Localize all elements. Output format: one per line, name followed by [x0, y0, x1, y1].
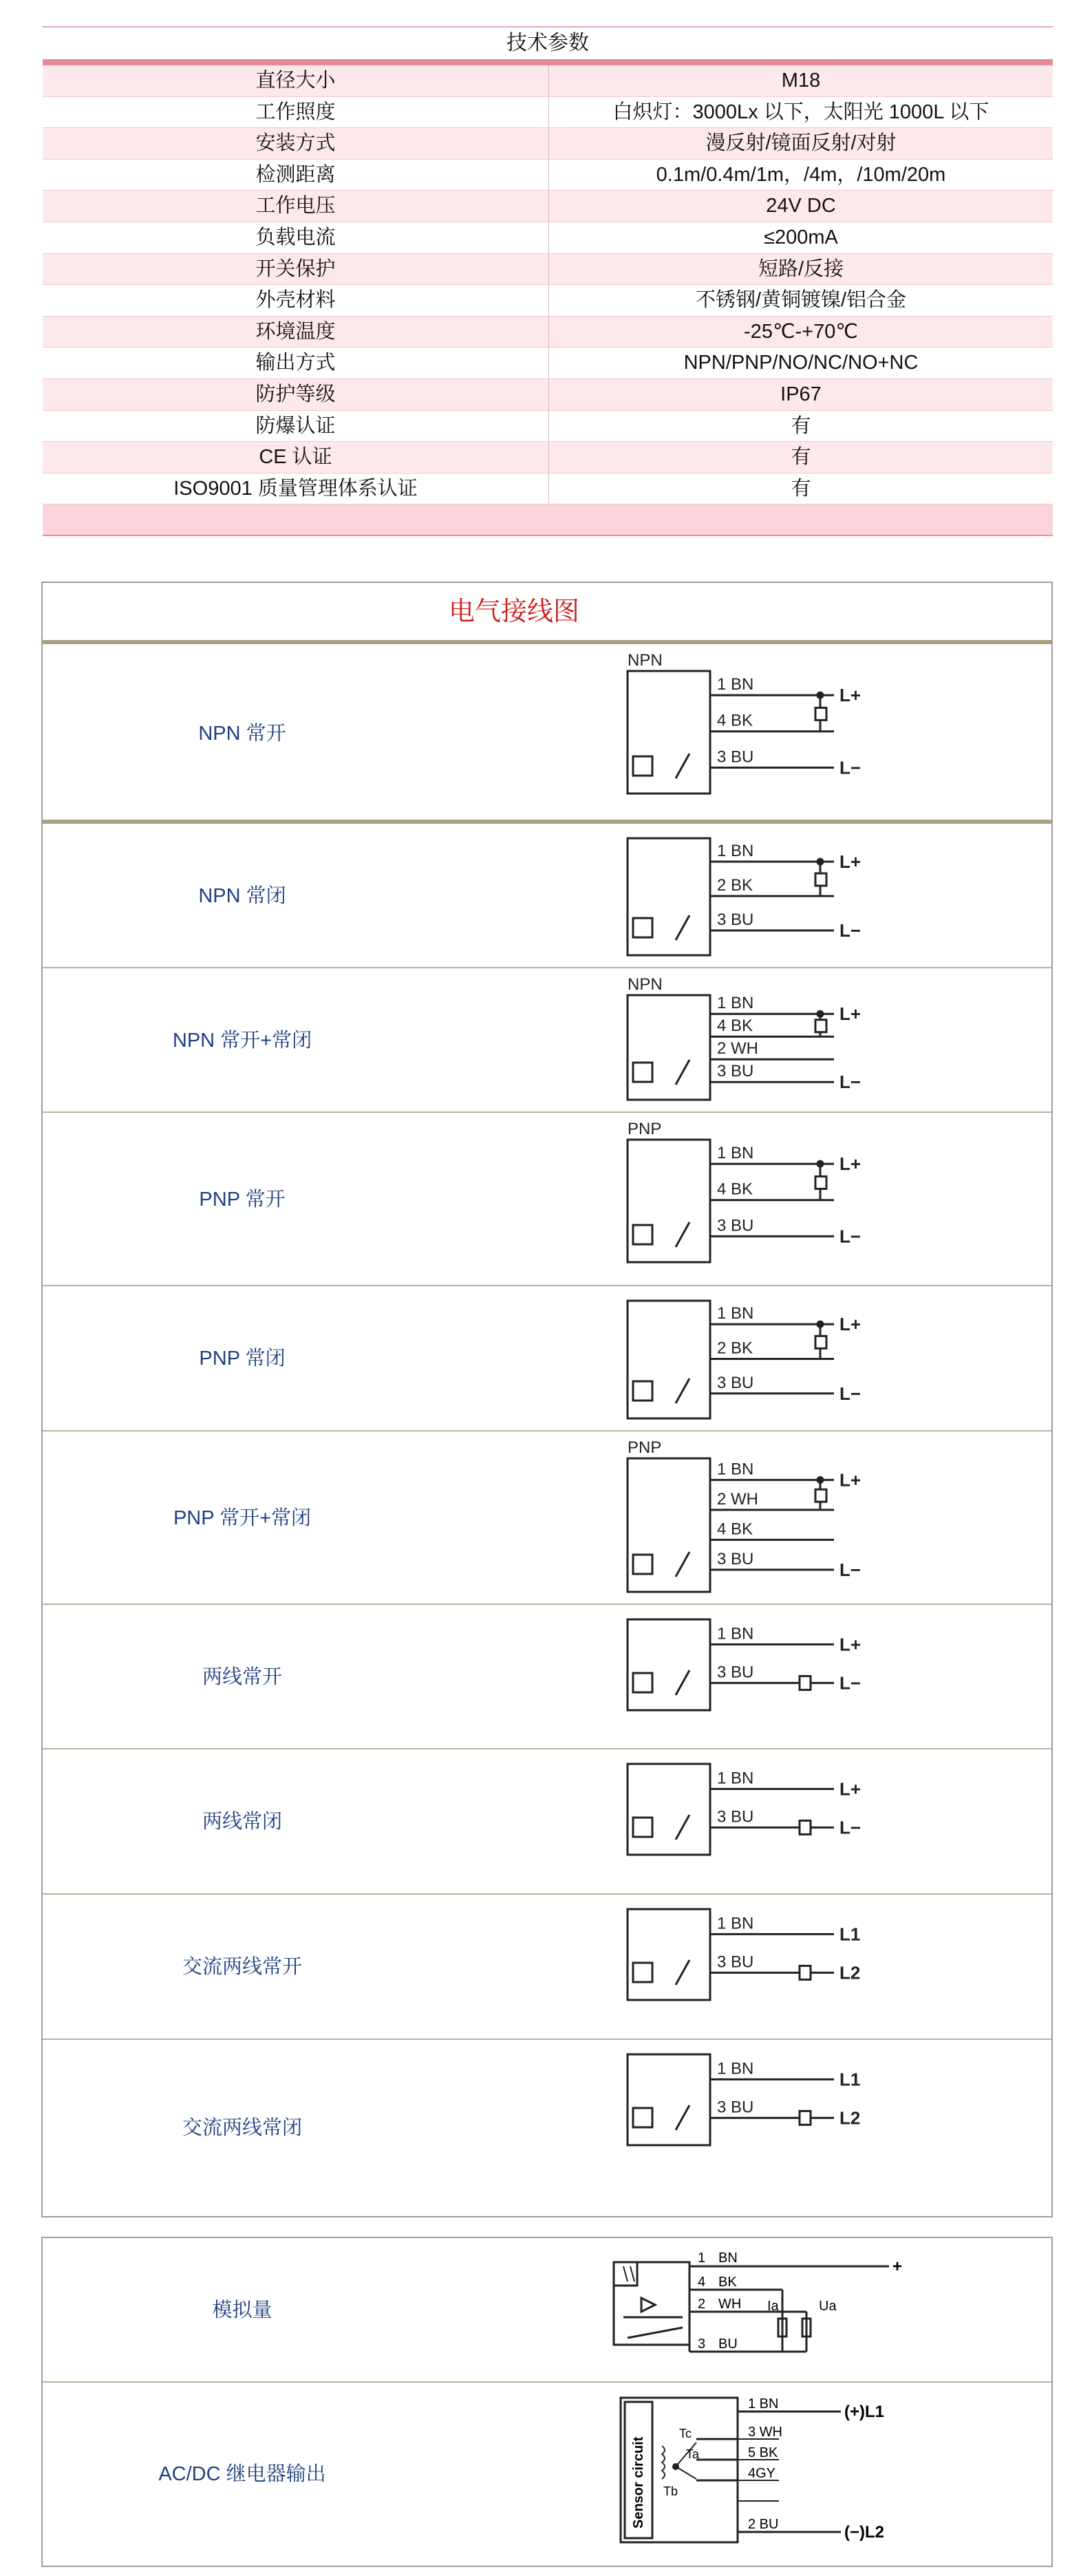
spec-param: 防护等级	[43, 379, 549, 410]
spec-value: IP67	[780, 383, 822, 405]
wiring-schematic	[614, 1435, 889, 1601]
spec-param: 工作电压	[43, 191, 549, 222]
spec-table-title: 技术参数	[43, 26, 1053, 59]
spec-table-footer	[43, 504, 1053, 536]
wiring-row-label: 交流两线常闭	[182, 2117, 302, 2139]
wiring-row	[43, 824, 1051, 968]
wiring-schematic	[614, 1116, 889, 1283]
wiring-row-label: 两线常开	[202, 1666, 282, 1688]
wiring-row	[43, 644, 1051, 824]
terminal-positive: L+	[839, 851, 861, 872]
terminal-negative: L−	[839, 1817, 861, 1838]
wire-label: 3 BU	[717, 911, 754, 929]
terminal-negative: L−	[839, 1383, 861, 1404]
wire-label: 1 BN	[717, 2059, 754, 2078]
wiring-schematic	[614, 2043, 889, 2213]
spec-table-header-bar	[43, 59, 1053, 65]
terminal-positive: L+	[839, 1469, 861, 1491]
wiring-schematic	[614, 972, 889, 1109]
wire-label: 3 BU	[717, 1062, 754, 1081]
relay-terminal-l2: (−)L2	[844, 2523, 885, 2542]
wiring-row-label: NPN 常开	[198, 723, 286, 745]
relay-wire-3: 5 BK	[748, 2445, 778, 2460]
spec-param: 开关保护	[43, 254, 549, 285]
spec-row	[43, 317, 1053, 348]
wiring-row	[43, 1113, 1051, 1286]
spec-value: 不锈钢/黄铜镀镍/铝合金	[695, 289, 907, 312]
spec-param: 安装方式	[43, 128, 549, 159]
analog-wire-bu: BU	[718, 2337, 738, 2352]
wiring-row-label: 两线常闭	[202, 1811, 282, 1833]
relay-wire-4: 4GY	[748, 2466, 776, 2481]
analog-wire-bk: BK	[718, 2275, 737, 2290]
wiring-schematic	[614, 1290, 889, 1428]
spec-row	[43, 254, 1053, 286]
wire-label: 1 BN	[717, 1304, 754, 1323]
wire-label: 1 BN	[717, 675, 754, 694]
spec-row	[43, 473, 1053, 505]
wiring-schematic	[614, 1753, 889, 1891]
spec-param: 防爆认证	[43, 411, 549, 442]
wire-label: 1 BN	[717, 1460, 754, 1479]
wiring-row-label: 交流两线常开	[182, 1956, 302, 1978]
analog-output-schematic	[600, 2242, 917, 2379]
wiring-row-label: PNP 常闭	[199, 1348, 286, 1370]
analog-voltage-label: Ua	[819, 2299, 837, 2314]
wire-label: 4 BK	[717, 1016, 753, 1036]
relay-contact-tc: Tc	[679, 2427, 692, 2440]
spec-row	[43, 285, 1053, 317]
spec-value: NPN/PNP/NO/NC/NO+NC	[683, 352, 919, 374]
wire-label: 4 BK	[717, 1180, 753, 1199]
analog-output-label: 模拟量	[212, 2299, 272, 2321]
wiring-diagram-panel	[41, 582, 1053, 2217]
terminal-negative: L−	[839, 1559, 861, 1580]
terminal-positive: L+	[839, 1003, 861, 1025]
terminal-negative: L−	[839, 1672, 861, 1694]
spec-value: 有	[791, 477, 811, 500]
spec-param: 直径大小	[43, 65, 549, 96]
analog-output-row	[43, 2238, 1051, 2383]
terminal-negative: L−	[839, 757, 861, 778]
terminal-negative: L−	[839, 1226, 861, 1247]
spec-param: ISO9001 质量管理体系认证	[43, 473, 549, 504]
wiring-output-type-tag: PNP	[628, 1438, 662, 1457]
wiring-row-label: PNP 常开	[199, 1189, 286, 1211]
wire-label: 2 WH	[717, 1489, 758, 1509]
wire-label: 2 BK	[717, 1339, 753, 1358]
spec-param: 输出方式	[43, 348, 549, 379]
spec-value: 24V DC	[766, 195, 836, 217]
spec-value: M18	[781, 70, 821, 92]
wiring-row	[43, 1286, 1051, 1431]
spec-table-body	[43, 65, 1053, 504]
wire-label: 4 BK	[717, 711, 753, 730]
wiring-row-label: NPN 常闭	[198, 885, 286, 907]
spec-row	[43, 191, 1053, 222]
wiring-row	[43, 1431, 1051, 1605]
wiring-row	[43, 2040, 1051, 2216]
wiring-schematic	[614, 648, 889, 820]
spec-param: 环境温度	[43, 317, 549, 348]
spec-row	[43, 442, 1053, 473]
spec-param: 外壳材料	[43, 285, 549, 316]
relay-wire-2: 3 WH	[748, 2425, 782, 2440]
analog-wire-wh: WH	[718, 2297, 742, 2312]
wire-label: 3 BU	[717, 1549, 754, 1568]
wire-label: 1 BN	[717, 1624, 754, 1643]
relay-contact-ta: Ta	[686, 2447, 700, 2461]
spec-row	[43, 97, 1053, 129]
wire-label: 1 BN	[717, 1144, 754, 1163]
spec-param: 负载电流	[43, 222, 549, 253]
terminal-negative: L2	[839, 1962, 861, 1983]
analog-pin-1: 1	[698, 2250, 706, 2266]
analog-current-label: Ia	[767, 2299, 779, 2314]
spec-row	[43, 65, 1053, 97]
analog-pin-4: 4	[698, 2275, 706, 2290]
wire-label: 3 BU	[717, 1952, 754, 1972]
wiring-row	[43, 1749, 1051, 1895]
terminal-negative: L2	[839, 2107, 861, 2129]
wiring-row	[43, 1605, 1051, 1749]
wire-label: 3 BU	[717, 1216, 754, 1235]
terminal-positive: L+	[839, 1778, 861, 1800]
relay-contact-tb: Tb	[663, 2484, 678, 2498]
wiring-output-type-tag: NPN	[628, 651, 663, 670]
terminal-positive: L+	[839, 685, 861, 706]
spec-value: 0.1m/0.4m/1m，/4m，/10m/20m	[656, 163, 946, 186]
wire-label: 4 BK	[717, 1520, 753, 1539]
wiring-row	[43, 1895, 1051, 2040]
spec-row	[43, 348, 1053, 379]
wire-label: 3 BU	[717, 1807, 754, 1827]
terminal-positive: L+	[839, 1153, 861, 1175]
wiring-row-label: PNP 常开+常闭	[173, 1507, 312, 1529]
wiring-output-type-tag: PNP	[628, 1120, 662, 1138]
terminal-positive: L+	[839, 1634, 861, 1655]
wire-label: 3 BU	[717, 747, 754, 767]
wiring-output-type-tag: NPN	[628, 975, 663, 994]
wiring-schematic	[614, 1898, 889, 2036]
relay-wire-5: 2 BU	[748, 2517, 779, 2532]
spec-value: ≤200mA	[764, 226, 838, 248]
relay-terminal-l1: (+)L1	[844, 2403, 885, 2421]
spec-row	[43, 160, 1053, 191]
wire-label: 1 BN	[717, 1769, 754, 1788]
wire-label: 1 BN	[717, 842, 754, 860]
analog-pin-3: 3	[698, 2337, 706, 2352]
spec-table	[43, 26, 1053, 536]
spec-param: CE 认证	[43, 442, 549, 473]
wire-label: 3 BU	[717, 2098, 754, 2117]
terminal-positive: L+	[839, 1314, 861, 1335]
spec-param: 检测距离	[43, 160, 549, 191]
wiring-schematic	[614, 1608, 889, 1746]
wiring-row-label: NPN 常开+常闭	[172, 1030, 312, 1052]
spec-value: -25℃-+70℃	[744, 320, 858, 343]
analog-pin-2: 2	[698, 2297, 706, 2312]
spec-row	[43, 222, 1053, 254]
spec-value: 有	[791, 414, 811, 437]
spec-value: 短路/反接	[758, 257, 844, 280]
spec-value: 有	[791, 446, 811, 469]
wire-label: 2 WH	[717, 1039, 758, 1058]
relay-output-schematic	[607, 2391, 923, 2556]
relay-wire-1: 1 BN	[748, 2396, 779, 2412]
wire-label: 1 BN	[717, 1914, 754, 1933]
analog-wire-bn: BN	[718, 2250, 738, 2266]
terminal-negative: L−	[839, 1072, 861, 1093]
spec-value: 漫反射/镜面反射/对射	[705, 132, 897, 155]
wiring-diagram-title: 电气接线图	[43, 583, 1051, 644]
spec-param: 工作照度	[43, 97, 549, 128]
relay-output-label: AC/DC 继电器输出	[158, 2463, 326, 2485]
analog-plus-terminal: +	[892, 2257, 903, 2276]
terminal-positive: L1	[839, 1924, 861, 1945]
output-diagram-panel	[41, 2237, 1053, 2567]
terminal-negative: L−	[839, 920, 861, 941]
relay-output-row	[43, 2383, 1051, 2566]
spec-row	[43, 379, 1053, 411]
spec-row	[43, 411, 1053, 443]
spec-value: 白炽灯：3000Lx 以下，太阳光 1000L 以下	[612, 100, 989, 123]
wiring-row	[43, 968, 1051, 1113]
terminal-positive: L1	[839, 2069, 861, 2090]
wiring-schematic	[614, 827, 889, 965]
spec-row	[43, 128, 1053, 160]
wire-label: 2 BK	[717, 876, 753, 895]
relay-sensor-circuit-label: Sensor circuit	[631, 2436, 646, 2529]
wire-label: 3 BU	[717, 1373, 754, 1392]
wire-label: 1 BN	[717, 994, 754, 1013]
wire-label: 3 BU	[717, 1663, 754, 1682]
